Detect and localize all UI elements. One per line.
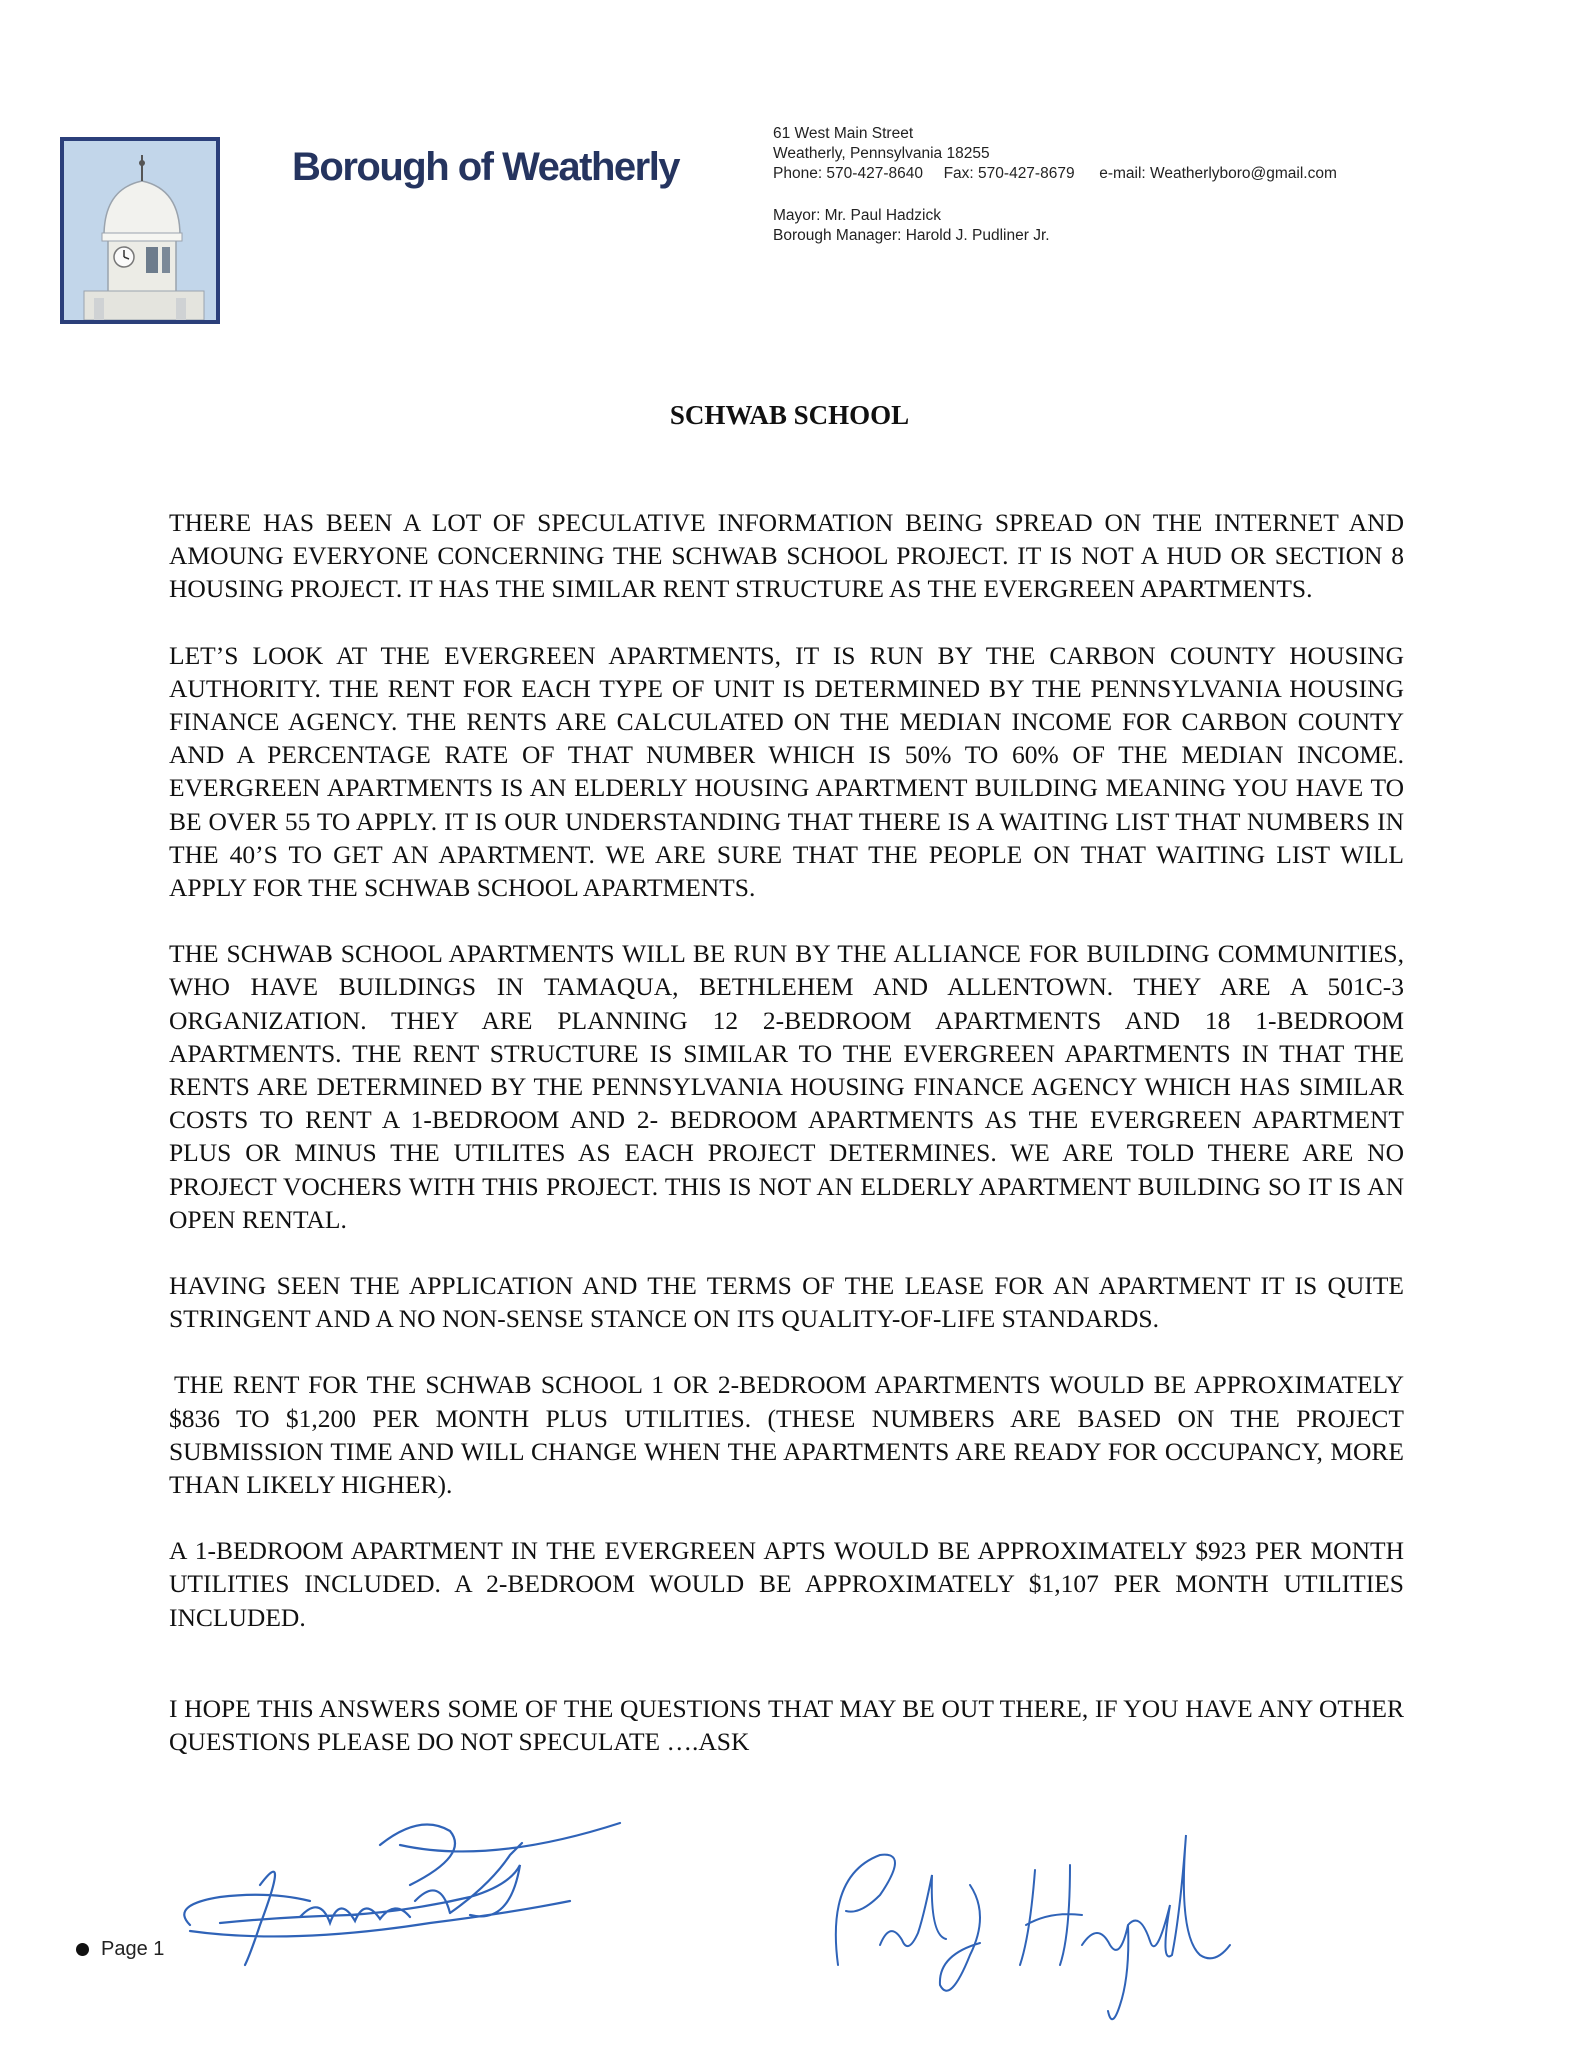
manager-line: Borough Manager: Harold J. Pudliner Jr.: [773, 227, 1050, 244]
contact-block: [773, 124, 1337, 246]
contact-row: [773, 164, 1337, 184]
paragraph: LET’S LOOK AT THE EVERGREEN APARTMENTS, IT IS RUN BY THE CARBON COUNTY HOUSING AUTHORITY. THE RENT FOR EACH TYPE OF UNIT IS DETERMINED BY THE PENNSYLVANIA HOUSING FINANCE AGENCY. THE RENTS ARE CALCULATED ON THE MEDIAN INCOME FOR CARBON COUNTY AND A PERCENTAGE RATE OF THAT NUMBER WHICH IS 50% TO 60% OF THE MEDIAN INCOME. EVERGREEN APARTMENTS IS AN ELDERLY HOUSING APARTMENT BUILDING MEANING YOU HAVE TO BE OVER 55 TO APPLY. IT IS OUR UNDERSTANDING THAT THERE IS A WAITING LIST THAT NUMBERS IN THE 40’S TO GET AN APARTMENT. WE ARE SURE THAT THE PEOPLE ON THAT WAITING LIST WILL APPLY FOR THE SCHWAB SCHOOL APARTMENTS.: [169, 640, 1404, 903]
page-footer: [76, 1938, 164, 1961]
address-line-1: 61 West Main Street: [773, 125, 914, 142]
paragraph: I HOPE THIS ANSWERS SOME OF THE QUESTIONS THAT MAY BE OUT THERE, IF YOU HAVE ANY OTHER QUESTIONS PLEASE DO NOT SPECULATE ….ASK: [169, 1693, 1404, 1757]
paragraph: HAVING SEEN THE APPLICATION AND THE TERMS OF THE LEASE FOR AN APARTMENT IT IS QUITE STRINGENT AND A NO NON-SENSE STANCE ON ITS QUALITY-OF-LIFE STANDARDS.: [169, 1271, 1404, 1334]
document-title: SCHWAB SCHOOL: [669, 400, 910, 430]
page-number: Page 1: [101, 1938, 165, 1960]
mayor-line: Mayor: Mr. Paul Hadzick: [773, 207, 941, 224]
address-line-2: Weatherly, Pennsylvania 18255: [773, 145, 990, 162]
email-address: e-mail: Weatherlyboro@gmail.com: [1099, 165, 1337, 182]
borough-name: Borough of Weatherly: [292, 145, 680, 189]
letter-body: [169, 506, 1404, 1791]
paragraph: THERE HAS BEEN A LOT OF SPECULATIVE INFORMATION BEING SPREAD ON THE INTERNET AND AMOUNG EVERYONE CONCERNING THE SCHWAB SCHOOL PROJECT. IT IS NOT A HUD OR SECTION 8 HOUSING PROJECT. IT HAS THE SIMILAR RENT STRUCTURE AS THE EVERGREEN APARTMENTS.: [169, 508, 1404, 604]
paragraph: THE RENT FOR THE SCHWAB SCHOOL 1 OR 2-BEDROOM APARTMENTS WOULD BE APPROXIMATELY $836 TO $1,200 PER MONTH PLUS UTILITIES. (THESE NUMBERS ARE BASED ON THE PROJECT SUBMISSION TIME AND WILL CHANGE WHEN THE APARTMENTS ARE READY FOR OCCUPANCY, MORE THAN LIKELY HIGHER).: [169, 1370, 1404, 1500]
paragraph: THE SCHWAB SCHOOL APARTMENTS WILL BE RUN BY THE ALLIANCE FOR BUILDING COMMUNITIES, WHO HAVE BUILDINGS IN TAMAQUA, BETHLEHEM AND ALLENTOWN. THEY ARE A 501C-3 ORGANIZATION. THEY ARE PLANNING 12 2-BEDROOM APARTMENTS AND 18 1-BEDROOM APARTMENTS. THE RENT STRUCTURE IS SIMILAR TO THE EVERGREEN APARTMENTS IN THAT THE RENTS ARE DETERMINED BY THE PENNSYLVANIA HOUSING FINANCE AGENCY WHICH HAS SIMILAR COSTS TO RENT A 1-BEDROOM AND 2- BEDROOM APARTMENTS AS THE EVERGREEN APARTMENT PLUS OR MINUS THE UTILITES AS EACH PROJECT DETERMINES. WE ARE TOLD THERE ARE NO PROJECT VOCHERS WITH THIS PROJECT. THIS IS NOT AN ELDERLY APARTMENT BUILDING SO IT IS AN OPEN RENTAL.: [169, 939, 1404, 1234]
signature-1: [150, 1805, 650, 1975]
fax-number: Fax: 570-427-8679: [943, 165, 1075, 182]
signature-2: [820, 1815, 1240, 2045]
paragraph: A 1-BEDROOM APARTMENT IN THE EVERGREEN APTS WOULD BE APPROXIMATELY $923 PER MONTH UTILITIES INCLUDED. A 2-BEDROOM WOULD BE APPROXIMATELY $1,107 PER MONTH UTILITIES INCLUDED.: [169, 1536, 1404, 1632]
bullet-icon: [76, 1943, 89, 1956]
phone-number: Phone: 570-427-8640: [773, 165, 923, 182]
clock-tower-image: [64, 141, 216, 320]
borough-logo: [60, 137, 220, 324]
